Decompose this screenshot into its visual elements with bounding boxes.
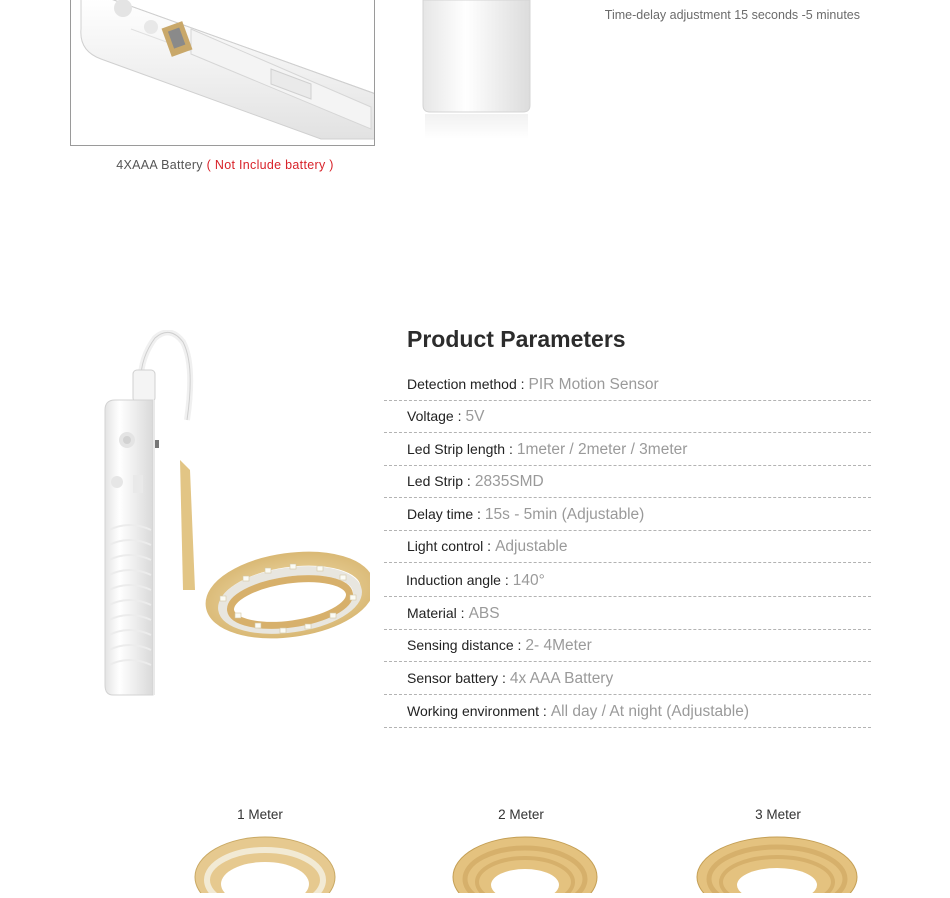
param-item [407,637,592,655]
length-label-2m: 2 Meter [498,807,544,822]
product-image [95,330,370,710]
param-value: 140° [512,572,545,589]
param-value: PIR Motion Sensor [528,376,659,393]
param-value: 2835SMD [474,473,544,490]
parameters-title: Product Parameters [407,326,626,352]
param-row-detection-method [384,369,871,401]
strip-coil-2m-illustration [450,832,600,893]
param-key: Sensor battery : [407,670,506,686]
sensor-device-image [415,0,540,145]
battery-compartment-illustration [71,0,375,146]
param-value: All day / At night (Adjustable) [550,703,749,720]
param-key: Sensing distance : [407,637,522,653]
param-row-induction-angle [384,565,871,597]
battery-compartment-image [70,0,375,146]
param-row-sensing-distance [384,630,871,662]
param-row-sensor-battery [384,663,871,695]
param-value: 2- 4Meter [525,637,592,654]
param-item [407,473,544,491]
param-row-delay-time [384,499,871,531]
sensor-device-illustration [415,0,540,145]
length-label-1m: 1 Meter [237,807,283,822]
param-key: Led Strip : [407,473,471,489]
param-key: Induction angle : [406,572,509,588]
length-label-3m: 3 Meter [755,807,801,822]
strip-coil-3m-illustration [692,832,862,893]
param-value: 4x AAA Battery [509,670,614,687]
param-item [406,572,545,590]
param-row-working-environment [384,696,871,728]
param-key: Detection method : [407,376,525,392]
param-row-material [384,598,871,630]
param-key: Led Strip length : [407,441,513,457]
param-key: Delay time : [407,506,481,522]
strip-coil-2m-image [450,832,600,893]
param-item [407,408,484,426]
battery-caption [70,158,380,172]
param-key: Material : [407,605,465,621]
param-row-strip-length [384,434,871,466]
param-item [407,376,659,394]
param-key: Light control : [407,538,492,554]
product-illustration [95,330,370,710]
param-item [407,538,567,556]
param-value: ABS [468,605,500,622]
battery-not-included-note: ( Not Include battery ) [206,158,334,172]
param-key: Voltage : [407,408,462,424]
param-item [407,703,749,721]
time-delay-note: Time-delay adjustment 15 seconds -5 minutes [604,8,860,22]
param-item [407,441,687,459]
param-value: Adjustable [495,538,568,555]
battery-caption-text: 4XAAA Battery [116,158,203,172]
param-row-light-control [384,531,871,563]
param-value: 15s - 5min (Adjustable) [484,506,645,523]
param-row-voltage [384,401,871,433]
param-item [407,670,613,688]
strip-coil-1m-image [190,832,340,893]
param-value: 5V [465,408,485,425]
strip-coil-3m-image [692,832,862,893]
param-row-led-strip [384,466,871,498]
param-value: 1meter / 2meter / 3meter [516,441,688,458]
param-item [407,605,500,623]
param-item [407,506,644,524]
strip-coil-1m-illustration [190,832,340,893]
param-key: Working environment : [407,703,547,719]
